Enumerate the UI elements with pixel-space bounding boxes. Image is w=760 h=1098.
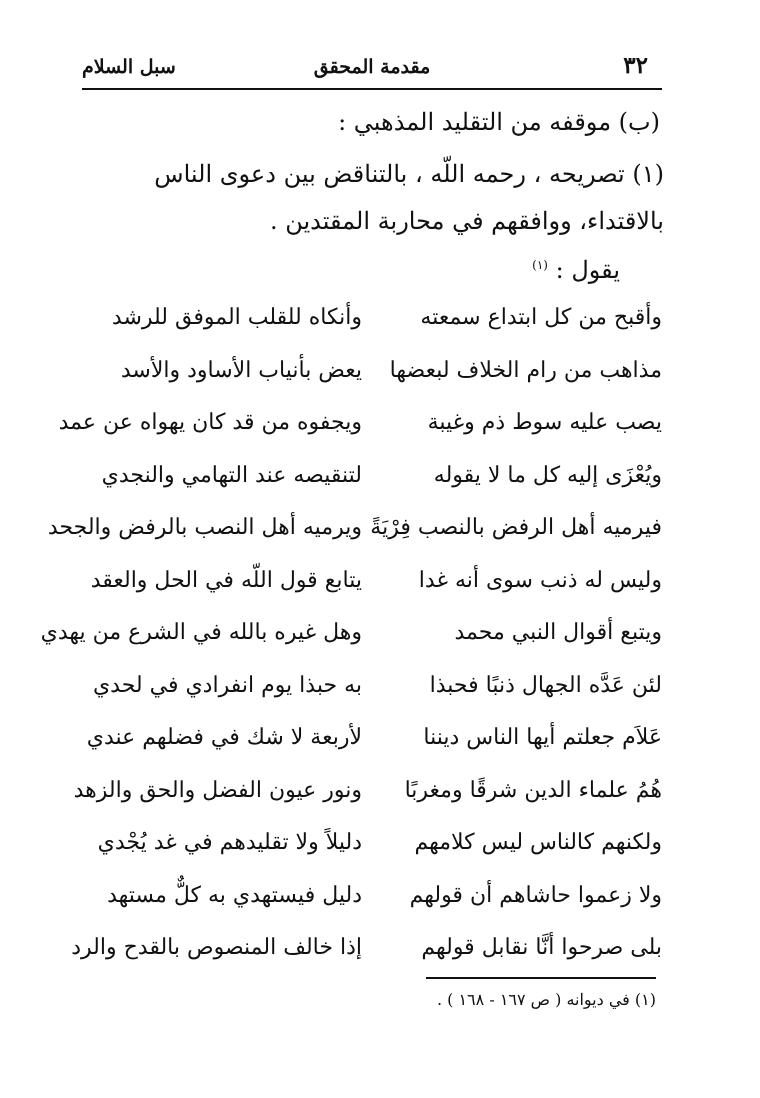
verse <box>71 935 662 988</box>
first-hemistich: ولكنهم كالناس ليس كلامهم <box>414 830 662 855</box>
first-hemistich: يصب عليه سوط ذم وغيبة <box>427 410 662 435</box>
first-hemistich: عَلاَم جعلتم أيها الناس ديننا <box>423 725 662 750</box>
first-hemistich: مذاهب من رام الخلاف لبعضها <box>389 357 662 383</box>
second-hemistich: به حبذا يوم انفرادي في لحدي <box>92 672 362 698</box>
verse <box>82 673 662 726</box>
chapter-title: مقدمة المحقق <box>313 56 431 78</box>
first-hemistich: وليس له ذنب سوى أنه غدا <box>418 567 662 593</box>
first-hemistich: فيرميه أهل الرفض بالنصب فِرْيَةً <box>370 515 662 540</box>
second-hemistich: دليلاً ولا تقليدهم في غد يُجْدي <box>97 830 362 855</box>
verse <box>82 830 662 883</box>
footnote-rule <box>426 977 656 979</box>
second-hemistich: دليل فيستهدي به كلٌّ مستهد <box>107 882 362 908</box>
second-hemistich: وهل غيره بالله في الشرع من يهدي <box>40 620 362 645</box>
footnote-reference: (١) <box>532 258 548 272</box>
paragraph-line-2: بالاقتداء، ووافقهم في محاربة المقتدين . <box>269 207 664 235</box>
running-header <box>82 50 662 90</box>
verse <box>40 620 662 673</box>
second-hemistich: لأربعة لا شك في فضلهم عندي <box>86 725 362 750</box>
verse <box>82 725 662 778</box>
first-hemistich: هُمُ علماء الدين شرقًا ومغربًا <box>404 777 662 803</box>
verse <box>58 410 662 463</box>
second-hemistich: ونور عيون الفضل والحق والزهد <box>73 777 362 803</box>
first-hemistich: ويُعْزَى إليه كل ما لا يقوله <box>433 462 662 488</box>
section-heading: (ب) موقفه من التقليد المذهبي : <box>338 108 660 136</box>
second-hemistich: لتنقيصه عند التهامي والنجدي <box>101 462 362 488</box>
verse <box>82 568 662 621</box>
verse <box>82 463 662 516</box>
poem-intro-text: يقول : <box>555 256 620 284</box>
second-hemistich: يعض بأنياب الأساود والأسد <box>120 357 362 383</box>
footnote: (١) في ديوانه ( ص ١٦٧ - ١٦٨ ) . <box>436 990 656 1009</box>
paragraph-line-1: (١) تصريحه ، رحمه اللّه ، بالتناقض بين دعوى الناس <box>154 160 664 188</box>
second-hemistich: ويرميه أهل النصب بالرفض والجحد <box>47 515 362 540</box>
verse <box>82 305 662 358</box>
second-hemistich: ويجفوه من قد كان يهواه عن عمد <box>58 410 362 435</box>
book-title: سبل السلام <box>82 56 176 78</box>
verse <box>73 777 662 831</box>
second-hemistich: يتابع قول اللّه في الحل والعقد <box>90 567 362 593</box>
first-hemistich: وأقبح من كل ابتداع سمعته <box>420 305 662 330</box>
first-hemistich: بلى صرحوا أنَّا نقابل قولهم <box>421 935 662 960</box>
second-hemistich: إذا خالف المنصوص بالقدح والرد <box>71 935 362 960</box>
second-hemistich: وأنكاه للقلب الموفق للرشد <box>111 305 362 330</box>
header-rule <box>82 88 662 90</box>
verse <box>82 358 662 411</box>
verse <box>47 515 662 568</box>
first-hemistich: لئن عَدَّه الجهال ذنبًا فحبذا <box>429 672 662 698</box>
poem <box>40 305 662 988</box>
page-number: ٣٢ <box>623 52 648 79</box>
first-hemistich: ولا زعموا حاشاهم أن قولهم <box>409 882 662 908</box>
verse <box>82 883 662 936</box>
poem-intro <box>60 256 620 284</box>
first-hemistich: ويتبع أقوال النبي محمد <box>454 620 662 645</box>
